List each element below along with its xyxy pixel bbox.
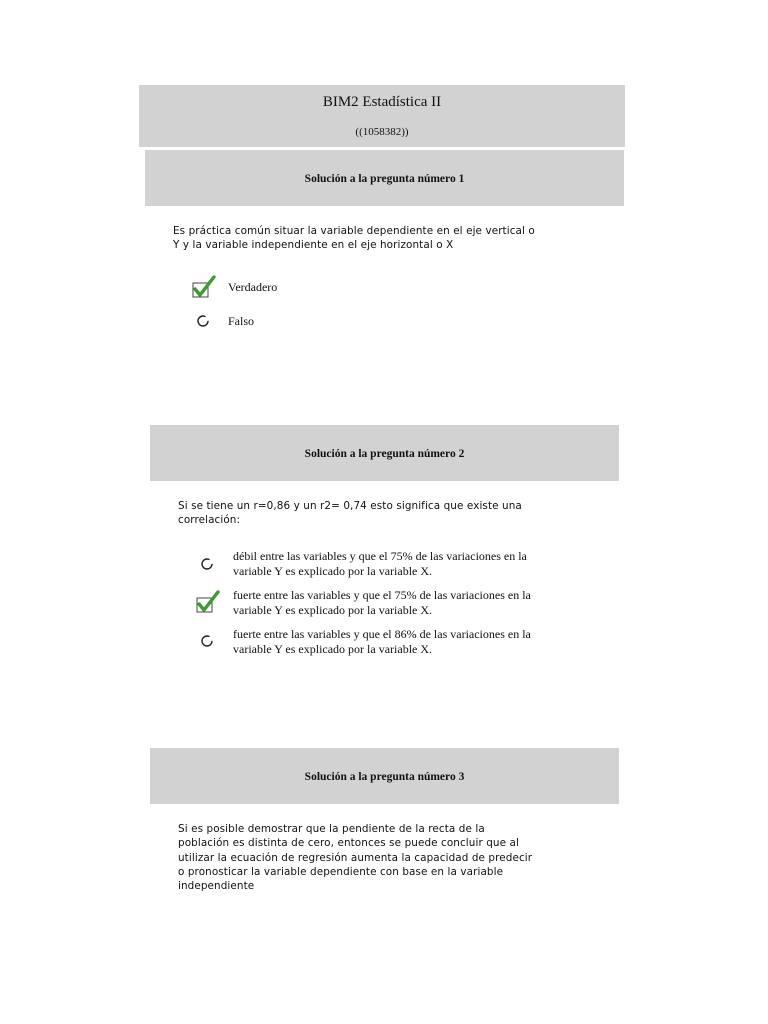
green-check-icon: [195, 590, 221, 614]
question-2-text: Si se tiene un r=0,86 y un r2= 0,74 esto significa que existe una correlación:: [178, 500, 522, 527]
question-1-text: Es práctica común situar la variable dependiente en el eje vertical o Y y la variable independiente en el eje horizontal o X: [173, 225, 535, 252]
q2-option-2: fuerte entre las variables y que el 75% de las variaciones en la variable Y es explicado por la variable X.: [233, 588, 531, 617]
question-3-heading: Solución a la pregunta número 3: [304, 771, 465, 783]
question-3-heading-bar: [150, 748, 619, 804]
question-1-heading-bar: [145, 150, 624, 206]
q2-option-3: fuerte entre las variables y que el 86% de las variaciones en la variable Y es explicado por la variable X.: [233, 627, 531, 656]
q2-option-1: débil entre las variables y que el 75% de las variaciones en la variable Y es explicado por la variable X.: [233, 549, 527, 578]
question-2-heading-bar: [150, 425, 619, 481]
question-3-text: Si es posible demostrar que la pendiente de la recta de la población es distinta de cero, entonces se puede concluir que al utilizar la ecuación de regresión aumenta la capacidad de predecir o pronosticar la variable dependiente con base en la variable independiente: [178, 823, 533, 893]
radio-icon: [200, 557, 214, 571]
q1-option-verdadero: Verdadero: [228, 280, 278, 294]
document-title: BIM2 Estadística II: [322, 94, 442, 110]
radio-icon: [200, 634, 214, 648]
question-2-heading: Solución a la pregunta número 2: [304, 448, 465, 460]
radio-icon: [196, 314, 210, 328]
document-header: [139, 85, 625, 147]
question-1-heading: Solución a la pregunta número 1: [304, 173, 465, 185]
document-code: ((1058382)): [355, 126, 409, 138]
q1-option-falso: Falso: [228, 314, 255, 328]
green-check-icon: [191, 275, 217, 299]
